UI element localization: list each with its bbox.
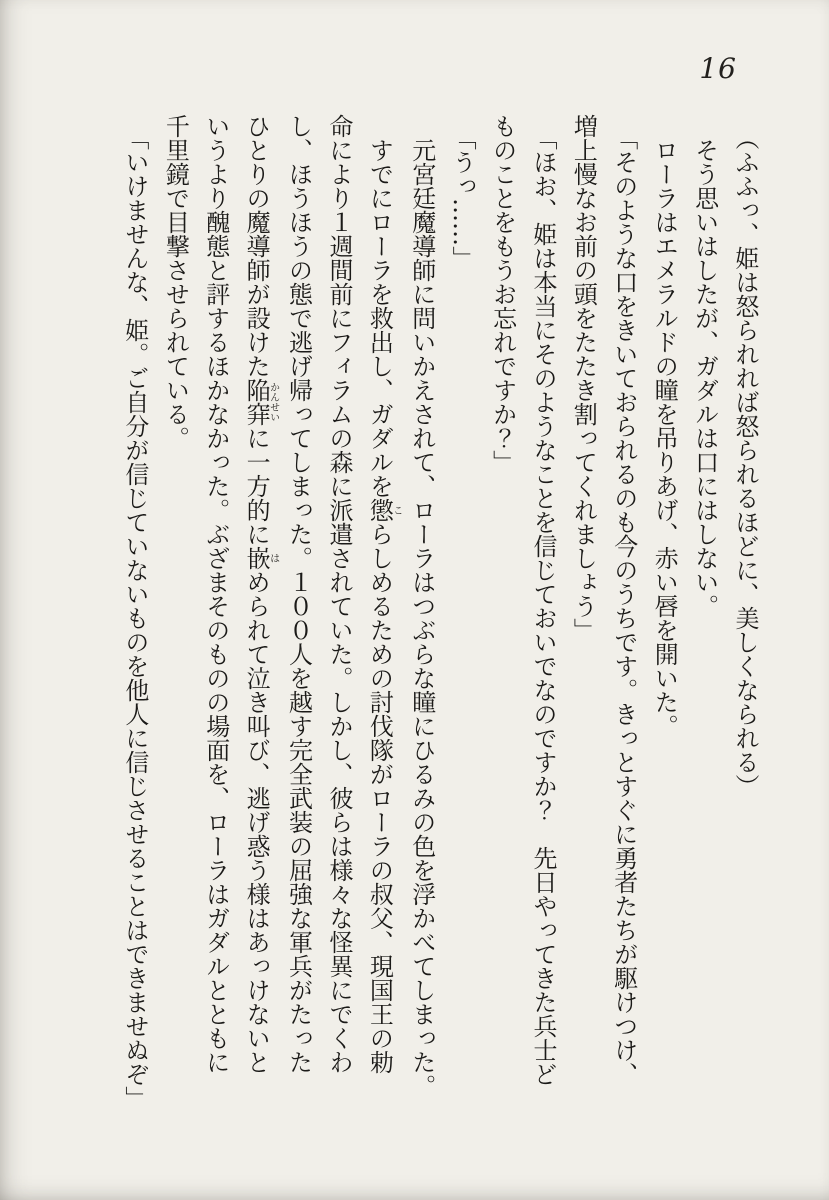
text-column: 「そのような口をきいておられるのも今のうちです。きっとすぐに勇者たちが駆けつけ、 xyxy=(609,126,638,1086)
text-column: ローラはエメラルドの瞳を吊りあげ、赤い唇を開いた。 xyxy=(650,138,679,738)
ruby-annotated-word: 陥穽かんせい xyxy=(242,378,279,426)
text-column: ひとりの魔導師が設けた陥穽かんせいに一方的に嵌はめられて泣き叫び、逃げ惑う様はあっけないと xyxy=(242,114,279,1074)
text-column: すでにローラを救出し、ガダルを懲こらしめるための討伐隊がローラの叔父、現国王の勅 xyxy=(365,138,402,1074)
text-column: 「いけませんな、姫。ご自分が信じていないものを他人に信じさせることはできませぬぞ」 xyxy=(120,126,149,1110)
page-number: 16 xyxy=(699,52,737,85)
text-column: 「ほお、姫は本当にそのようなことを信じておいでなのですか？ 先日やってきた兵士ど xyxy=(528,126,557,1086)
text-column: そう思いはしたが、ガダルは口にはしない。 xyxy=(690,138,719,618)
text-column: 命により１週間前にフィラムの森に派遣されていた。しかし、彼らは様々な怪異にでくわ xyxy=(324,114,353,1074)
body-text xyxy=(115,114,766,1110)
text-column: いうより醜態と評するほかなかった。ぶざまそのものの場面を、ローラはガダルとともに xyxy=(201,114,230,1074)
text-column: （ふふっ、姫は怒られれば怒られるほどに、美しくなられる） xyxy=(731,126,759,798)
text-column: 増上慢なお前の頭をたたき割ってくれましょう」 xyxy=(569,114,598,642)
text-column: 千里鏡で目撃させられている。 xyxy=(161,114,190,450)
ruby-annotated-word: 嵌は xyxy=(242,546,279,570)
text-column: 「うっ……」 xyxy=(448,126,477,270)
ruby-annotated-word: 懲こ xyxy=(365,498,402,522)
text-column: 元宮廷魔導師に問いかえされて、ローラはつぶらな瞳にひるみの色を浮かべてしまった。 xyxy=(407,138,436,1098)
text-column: し、ほうほうの態で逃げ帰ってしまった。１００人を越す完全武装の屈強な軍兵がたった xyxy=(284,114,313,1074)
text-column: ものことをもうお忘れですか？」 xyxy=(488,114,517,474)
